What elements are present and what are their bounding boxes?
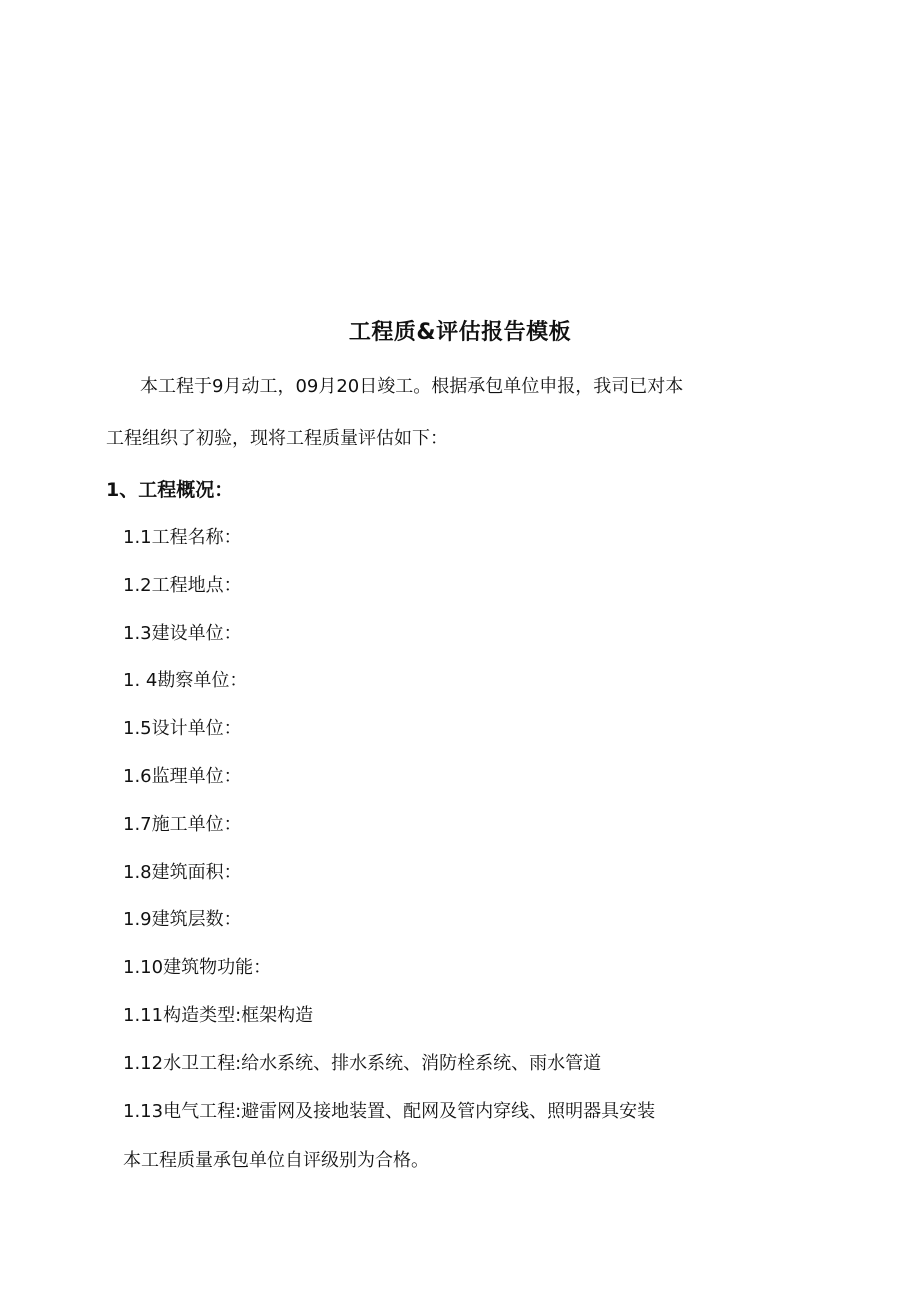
overview-item-structure-type: 1.11构造类型:框架构造	[123, 1004, 314, 1026]
overview-item-project-name: 1.1工程名称：	[123, 527, 242, 548]
overview-item-construction-unit: 1.3建设单位：	[123, 622, 242, 644]
overview-item-project-location: 1.2工程地点：	[123, 574, 242, 596]
overview-item-building-floors: 1.9建筑层数：	[123, 909, 242, 931]
overview-item-building-function: 1.10建筑物功能：	[123, 957, 272, 979]
intro-paragraph-line-1: 本工程于9月动工，09月20日竣工。根据承包单位申报，我司已对本	[140, 376, 684, 397]
overview-item-survey-unit: 1. 4勘察单位：	[123, 670, 248, 692]
overview-item-supervision-unit: 1.6监理单位：	[123, 765, 242, 787]
overview-item-contractor-unit: 1.7施工单位：	[123, 813, 242, 835]
quality-conclusion: 本工程质量承包单位自评级别为合格。	[123, 1150, 429, 1171]
intro-paragraph-line-2: 工程组织了初验，现将工程质量评估如下：	[106, 428, 448, 449]
project-overview-list	[123, 524, 655, 1145]
section-heading-project-overview: 1、工程概况：	[106, 479, 234, 501]
overview-item-electrical-works: 1.13电气工程:避雷网及接地装置、配网及管内穿线、照明器具安装	[123, 1100, 656, 1122]
overview-item-design-unit: 1.5设计单位：	[123, 718, 242, 740]
overview-item-plumbing-works: 1.12水卫工程:给水系统、排水系统、消防栓系统、雨水管道	[123, 1052, 602, 1074]
document-title: 工程质&评估报告模板	[348, 320, 572, 345]
overview-item-building-area: 1.8建筑面积：	[123, 861, 242, 883]
